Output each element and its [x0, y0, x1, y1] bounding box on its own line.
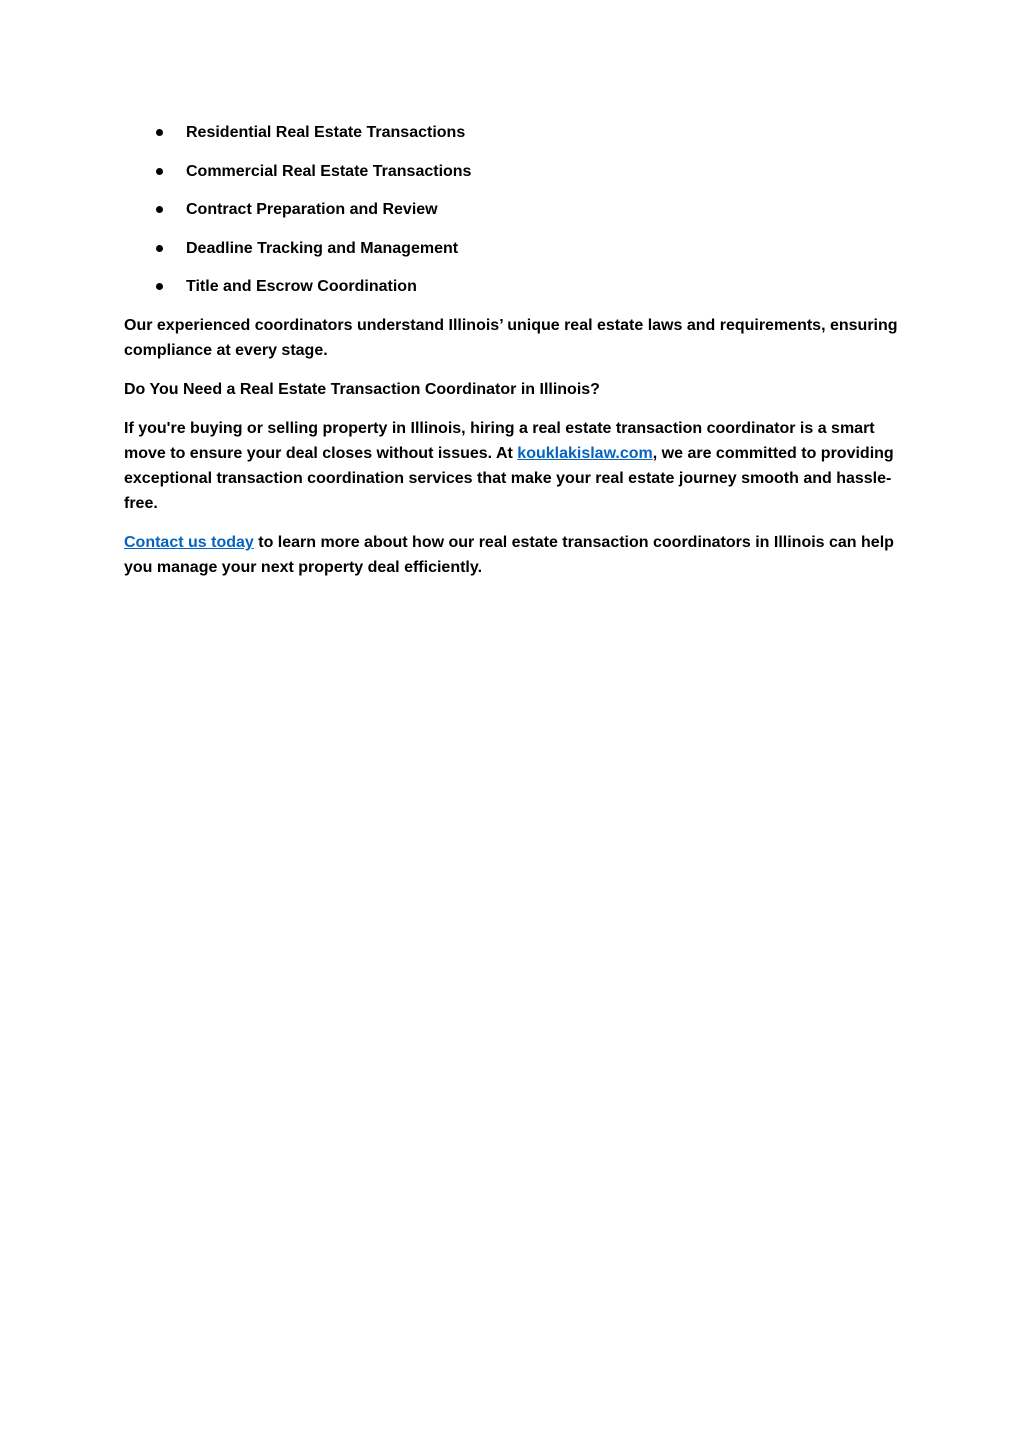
hire-text-after-link: , we are committed to providing exceptional transaction coordination services that make your real estate journey smooth and hassle-free. — [124, 444, 894, 512]
contact-text-after-link: to learn more about how our real estate transaction coordinators in Illinois can help you manage your next property deal efficiently. — [124, 533, 894, 576]
hire-paragraph — [124, 416, 902, 516]
bullet-icon — [156, 129, 163, 136]
question-heading: Do You Need a Real Estate Transaction Coordinator in Illinois? — [124, 380, 600, 398]
bullet-icon — [156, 283, 163, 290]
list-item — [124, 159, 902, 184]
list-item-text: Title and Escrow Coordination — [186, 278, 417, 296]
bullet-icon — [156, 245, 163, 252]
list-item — [124, 274, 902, 299]
compliance-paragraph: Our experienced coordinators understand Illinois’ unique real estate laws and requirements, ensuring compliance at every stage. — [124, 316, 898, 359]
list-item-text: Residential Real Estate Transactions — [186, 124, 466, 141]
list-item — [124, 120, 902, 145]
list-item-text: Commercial Real Estate Transactions — [186, 162, 472, 180]
kouklakislaw-link[interactable]: kouklakislaw.com — [517, 444, 653, 462]
services-list — [124, 120, 902, 299]
list-item-text: Deadline Tracking and Management — [186, 239, 459, 257]
bullet-icon — [156, 168, 163, 175]
document-content — [124, 120, 902, 594]
list-item — [124, 197, 902, 222]
bullet-icon — [156, 206, 163, 213]
contact-paragraph — [124, 530, 902, 580]
list-item-text: Contract Preparation and Review — [186, 201, 438, 219]
contact-us-link[interactable]: Contact us today — [124, 533, 254, 551]
list-item — [124, 236, 902, 261]
hire-text-before-link: If you're buying or selling property in Illinois, hiring a real estate transaction coordinator is a smart move to ensure your deal closes without issues. At — [124, 419, 875, 462]
